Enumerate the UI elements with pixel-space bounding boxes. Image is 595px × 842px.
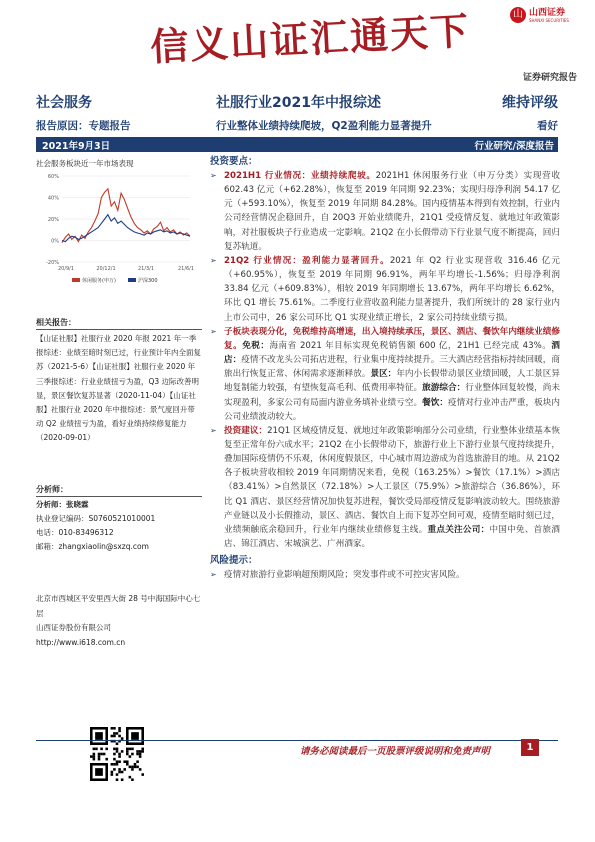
analyst-name: 张晓霖 (66, 500, 89, 509)
banner-slogan: 信义山证汇通天下 (149, 7, 472, 70)
risk-title: 风险提示： (210, 555, 258, 567)
disclaimer-notice: 请务必阅读最后一页股票评级说明和免责声明 (300, 746, 491, 757)
arrow-icon: ➢ (210, 255, 217, 265)
analyst-phone: 010-83496312 (58, 528, 114, 537)
analyst-title: 分析师： (36, 485, 68, 494)
point-1: ➢ 2021H1 行业情况：业绩持续爬坡。2021H1 休闲服务行业（申万分类）实现营收 602.43 亿元（+62.28%），恢复至 2019 年同期 92.23%；实现归母净利润 54.17 亿元（+593.10%），恢复至 2019 年同期 84.28%。国内疫情基本得到有效控制，行业内公司经营情况企稳回升，自 20Q3 开始业绩爬升，21Q1 受疫情反复、就地过年政策影响，对社服板块子行业造成一定影响。21Q2 在小长假带动下行业景气度不断提高，回归复苏轨道。 (210, 171, 561, 252)
related-title: 相关报告： (36, 318, 76, 327)
analyst-cert: S0760521010001 (88, 514, 156, 523)
company-address (36, 592, 202, 650)
point-3: ➢ 子板块表现分化，免税维持高增速，出入境持续承压，景区、酒店、餐饮年内继续业绩修复。免税：海南省 2021 年目标实现免税销售额 600 亿，21H1 已经完成 43%。酒店：疫情不改龙头公司拓店进程，行业集中度持续提升。三大酒店经营指标持续回暖，商旅出行恢复正常、休闲需求逐渐释放。景区：年内小长假带动景区业绩回暖，人工景区异地复制能力较强，有望恢复高毛利、低费用率特征。旅游综合：行业整体回复较慢，尚未实现盈利，多家公司有局面内游业务填补业绩亏空。餐饮：疫情对行业冲击严重，板块内公司业绩波动较大。 (210, 326, 560, 422)
report-date: 2021年9月3日 (42, 141, 111, 152)
report-reason: 报告原因：专题报告 (36, 120, 131, 132)
x-tick-label: 20/12/1 (96, 266, 116, 272)
industry-label: 社会服务 (36, 95, 92, 111)
arrow-icon: ➢ (210, 570, 217, 580)
market-performance-chart (36, 170, 196, 295)
arrow-icon: ➢ (210, 425, 217, 435)
analyst-email[interactable]: zhangxiaolin@sxzq.com (58, 542, 149, 551)
report-type: 证券研究报告 (522, 73, 577, 83)
y-tick-label: 40% (47, 195, 59, 202)
rating-label: 维持评级 (502, 95, 558, 111)
header-row (36, 92, 558, 114)
rating-value: 看好 (537, 120, 558, 132)
point-2: ➢ 21Q2 行业情况：盈利能力显著回升。2021 年 Q2 行业实现营收 316.46 亿元（+60.95%），恢复至 2019 年同期 96.91%，两年平均增长-1.56%；归母净利润 33.84 亿元（+609.83%），相较 2019 年同期增长 13.67%，两年平均增长 6.62%，环比 Q1 增长 75.61%。二季度行业营收盈利能力显著提升，我们所统计的 28 家行业内上市公司中，26 家公司环比 Q1 实现业绩正增长，2 家公司持续业绩亏损。 (210, 255, 561, 323)
series-line (62, 215, 190, 242)
x-tick-label: 21/6/1 (177, 266, 195, 272)
y-tick-label: 0% (51, 238, 59, 245)
x-tick-label: 21/3/1 (137, 266, 155, 272)
company-logo (510, 7, 569, 23)
x-tick-label: 20/9/1 (57, 266, 75, 272)
arrow-icon: ➢ (210, 171, 217, 180)
legend-label: 休闲服务(申万) (82, 278, 116, 284)
y-tick-label: 20% (47, 217, 59, 223)
point-4: ➢ 投资建议：21Q1 区域疫情反复、就地过年政策影响部分公司业绩，行业整体业绩基本恢复至正常年份六成水平；21Q2 在小长假带动下，旅游行业上下游行业景气度持续提升，叠加国际疫情仍不乐观，休闲度假景区，中心城市周边游成为首选旅游目的地。从 21Q2 各子板块营收相较 2019 年同期情况来看，免税（163.25%）>餐饮（17.1%）>酒店（83.41%）>自然景区（72.18%）>人工景区（75.9%）>旅游综合（36.86%），环比 Q1 酒店、景区经营情况加快复苏进程，餐饮受局部疫情反复影响波动较大。围绕旅游产业链以及小长假推动，景区、酒店、餐饮自上而下复苏空间可观，疫情至暗时刻已过，业绩频触底余稳回升，行业年内继续业绩修复主线。重点关注公司：中国中免、首旅酒店、锦江酒店、宋城演艺、广州酒家。 (210, 425, 560, 550)
analyst-info: 分析师：张晓霖 执业登记编码：S0760521010001 电话：010-83496312 邮箱：zhangxiaolin@sxzq.com (36, 500, 156, 551)
subheader-row (36, 118, 558, 134)
report-subtitle: 行业整体业绩持续爬坡，Q2盈利能力显著提升 (216, 120, 432, 132)
logo-english: SHANXI SECURITIES (529, 17, 569, 23)
divider (36, 329, 202, 330)
logo-name: 山西证券 (529, 7, 566, 18)
risk-point: ➢ 疫情对旅游行业影响超预期风险；突发事件或不可控灾害风险。 (210, 568, 560, 582)
legend-label: 沪深300 (138, 278, 158, 284)
y-tick-label: -20% (46, 260, 59, 266)
chart-title: 社会服务板块近一年市场表现 (36, 159, 134, 168)
related-report-list: 【山证社服】社服行业 2020 年报 2021 年一季报综述：业绩至暗时刻已过，行业预计年内全面复苏（2021-5-6）【山证社服】社服行业 2020 年三季报综述：行业业绩扭亏为盈，Q3 边际改善明显，景区餐饮复苏显著（2020-11-04）【山证社服】社服行业 2020 年中报综述：景气度回升带动 Q2 业绩扭亏为盈，看好业绩持续修复能力（2020-09-01） (36, 334, 201, 443)
divider (36, 496, 202, 497)
qr-code-icon (90, 727, 144, 781)
company-url[interactable]: http://www.i618.com.cn (36, 637, 126, 647)
logo-icon: 山 (510, 7, 526, 23)
page-number: 1 (521, 739, 539, 756)
series-line (62, 189, 190, 243)
report-title: 社服行业2021年中报综述 (216, 95, 381, 111)
footer-divider (36, 740, 558, 741)
points-title: 投资要点： (210, 156, 258, 167)
y-tick-label: 60% (47, 174, 59, 180)
legend-swatch (72, 278, 80, 282)
address-line: 北京市西城区平安里西大街 28 号中海国际中心七层 (36, 594, 201, 618)
company-name: 山西证券股份有限公司 (36, 623, 111, 632)
arrow-icon: ➢ (210, 326, 217, 336)
report-category: 行业研究/深度报告 (474, 141, 554, 152)
legend-swatch (128, 278, 136, 282)
main-content (210, 154, 560, 582)
date-bar (36, 137, 558, 152)
